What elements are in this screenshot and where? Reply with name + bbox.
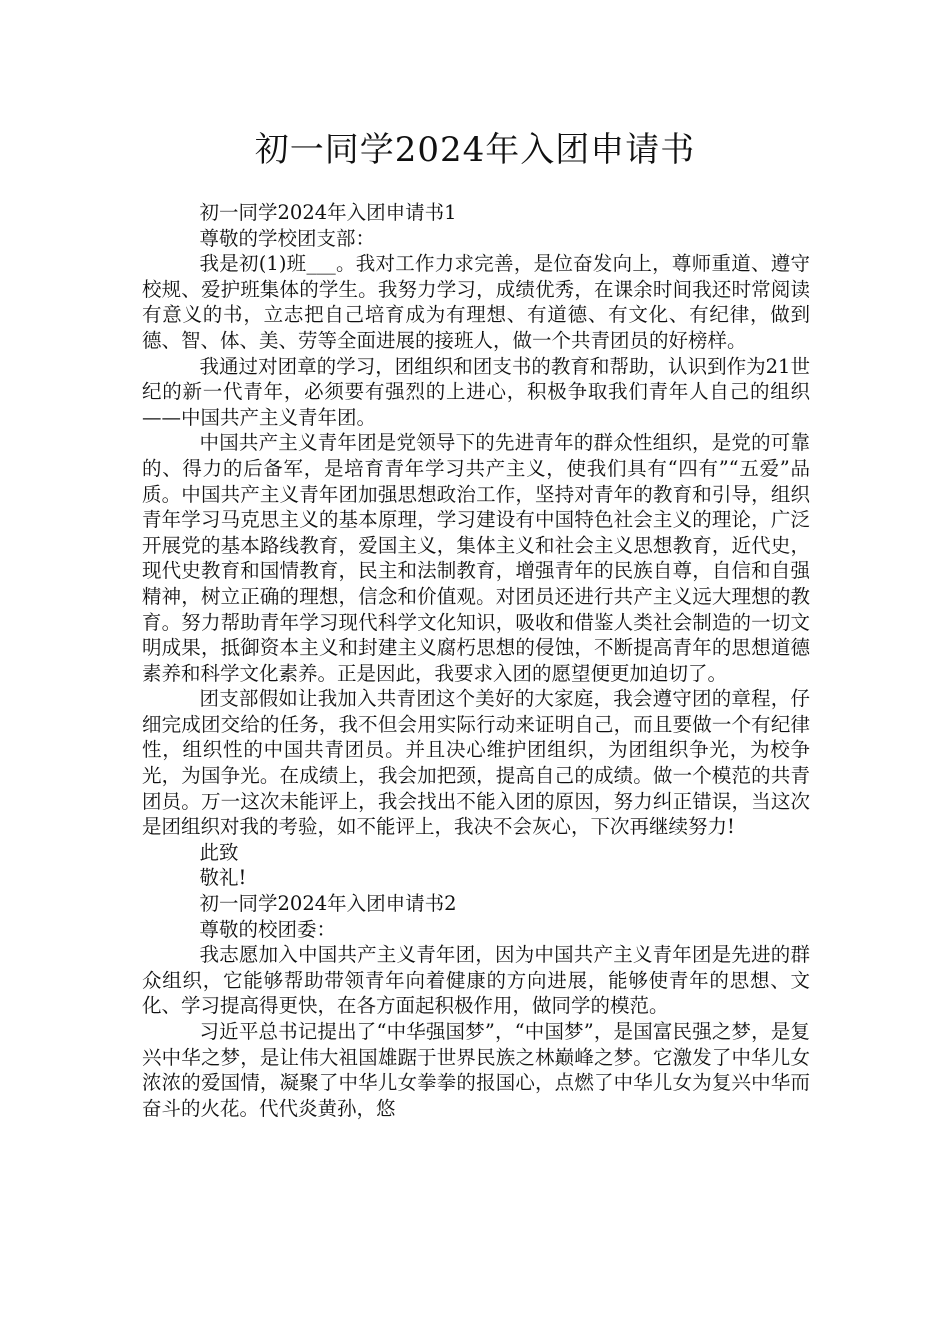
paragraph: 我是初(1)班___。我对工作力求完善，是位奋发向上，尊师重道、遵守校规、爱护班集体的学生。我努力学习，成绩优秀，在课余时间我还时常阅读有意义的书，立志把自己培育成为有理想、有道德、有文化、有纪律，做到德、智、体、美、劳等全面进展的接班人，做一个共青团员的好榜样。 [142, 252, 810, 352]
section-heading-1: 初一同学2024年入团申请书1 [199, 201, 457, 224]
paragraph: 中国共产主义青年团是党领导下的先进青年的群众性组织，是党的可靠的、得力的后备军，是培育青年学习共产主义，使我们具有“四有”“五爱”品质。中国共产主义青年团加强思想政治工作，坚持对青年的教育和引导，组织青年学习马克思主义的基本原理，学习建设有中国特色社会主义的理论，广泛开展党的基本路线教育，爱国主义，集体主义和社会主义思想教育，近代史，现代史教育和国情教育，民主和法制教育，增强青年的民族自尊，自信和自强精神，树立正确的理想，信念和价值观。对团员还进行共产主义远大理想的教育。努力帮助青年学习现代科学文化知识，吸收和借鉴人类社会制造的一切文明成果，抵御资本主义和封建主义腐朽思想的侵蚀，不断提高青年的思想道德素养和科学文化素养。正是因此，我要求入团的愿望便更加迫切了。 [142, 431, 810, 685]
salutation-2: 尊敬的校团委： [199, 917, 337, 941]
document-title: 初一同学2024年入团申请书 [254, 130, 696, 170]
closing-line: 此致 [199, 840, 239, 864]
paragraph: 团支部假如让我加入共青团这个美好的大家庭，我会遵守团的章程，仔细完成团交给的任务，我不但会用实际行动来证明自己，而且要做一个有纪律性，组织性的中国共青团员。并且决心维护团组织，为团组织争光，为校争光，为国争光。在成绩上，我会加把颈，提高自己的成绩。做一个模范的共青团员。万一这次未能评上，我会找出不能入团的原因，努力纠正错误，当这次是团组织对我的考验，如不能评上，我决不会灰心，下次再继续努力! [142, 687, 810, 839]
section-heading-2: 初一同学2024年入团申请书2 [199, 892, 457, 916]
closing-regards: 敬礼! [199, 866, 247, 890]
salutation-1: 尊敬的学校团支部： [199, 226, 376, 250]
paragraph: 习近平总书记提出了“中华强国梦”，“中国梦”，是国富民强之梦，是复兴中华之梦，是让伟大祖国雄踞于世界民族之林巅峰之梦。它激发了中华儿女浓浓的爱国情，凝聚了中华儿女拳拳的报国心，点燃了中华儿女为复兴中华而奋斗的火花。代代炎黄孙，悠 [142, 1020, 810, 1120]
paragraph: 我通过对团章的学习，团组织和团支书的教育和帮助，认识到作为21世纪的新一代青年，必须要有强烈的上进心，积极争取我们青年人自己的组织——中国共产主义青年团。 [142, 354, 810, 429]
paragraph: 我志愿加入中国共产主义青年团，因为中国共产主义青年团是先进的群众组织，它能够帮助带领青年向着健康的方向进展，能够使青年的思想、文化、学习提高得更快，在各方面起积极作用，做同学的模范。 [142, 943, 810, 1018]
document-body [142, 200, 810, 1121]
